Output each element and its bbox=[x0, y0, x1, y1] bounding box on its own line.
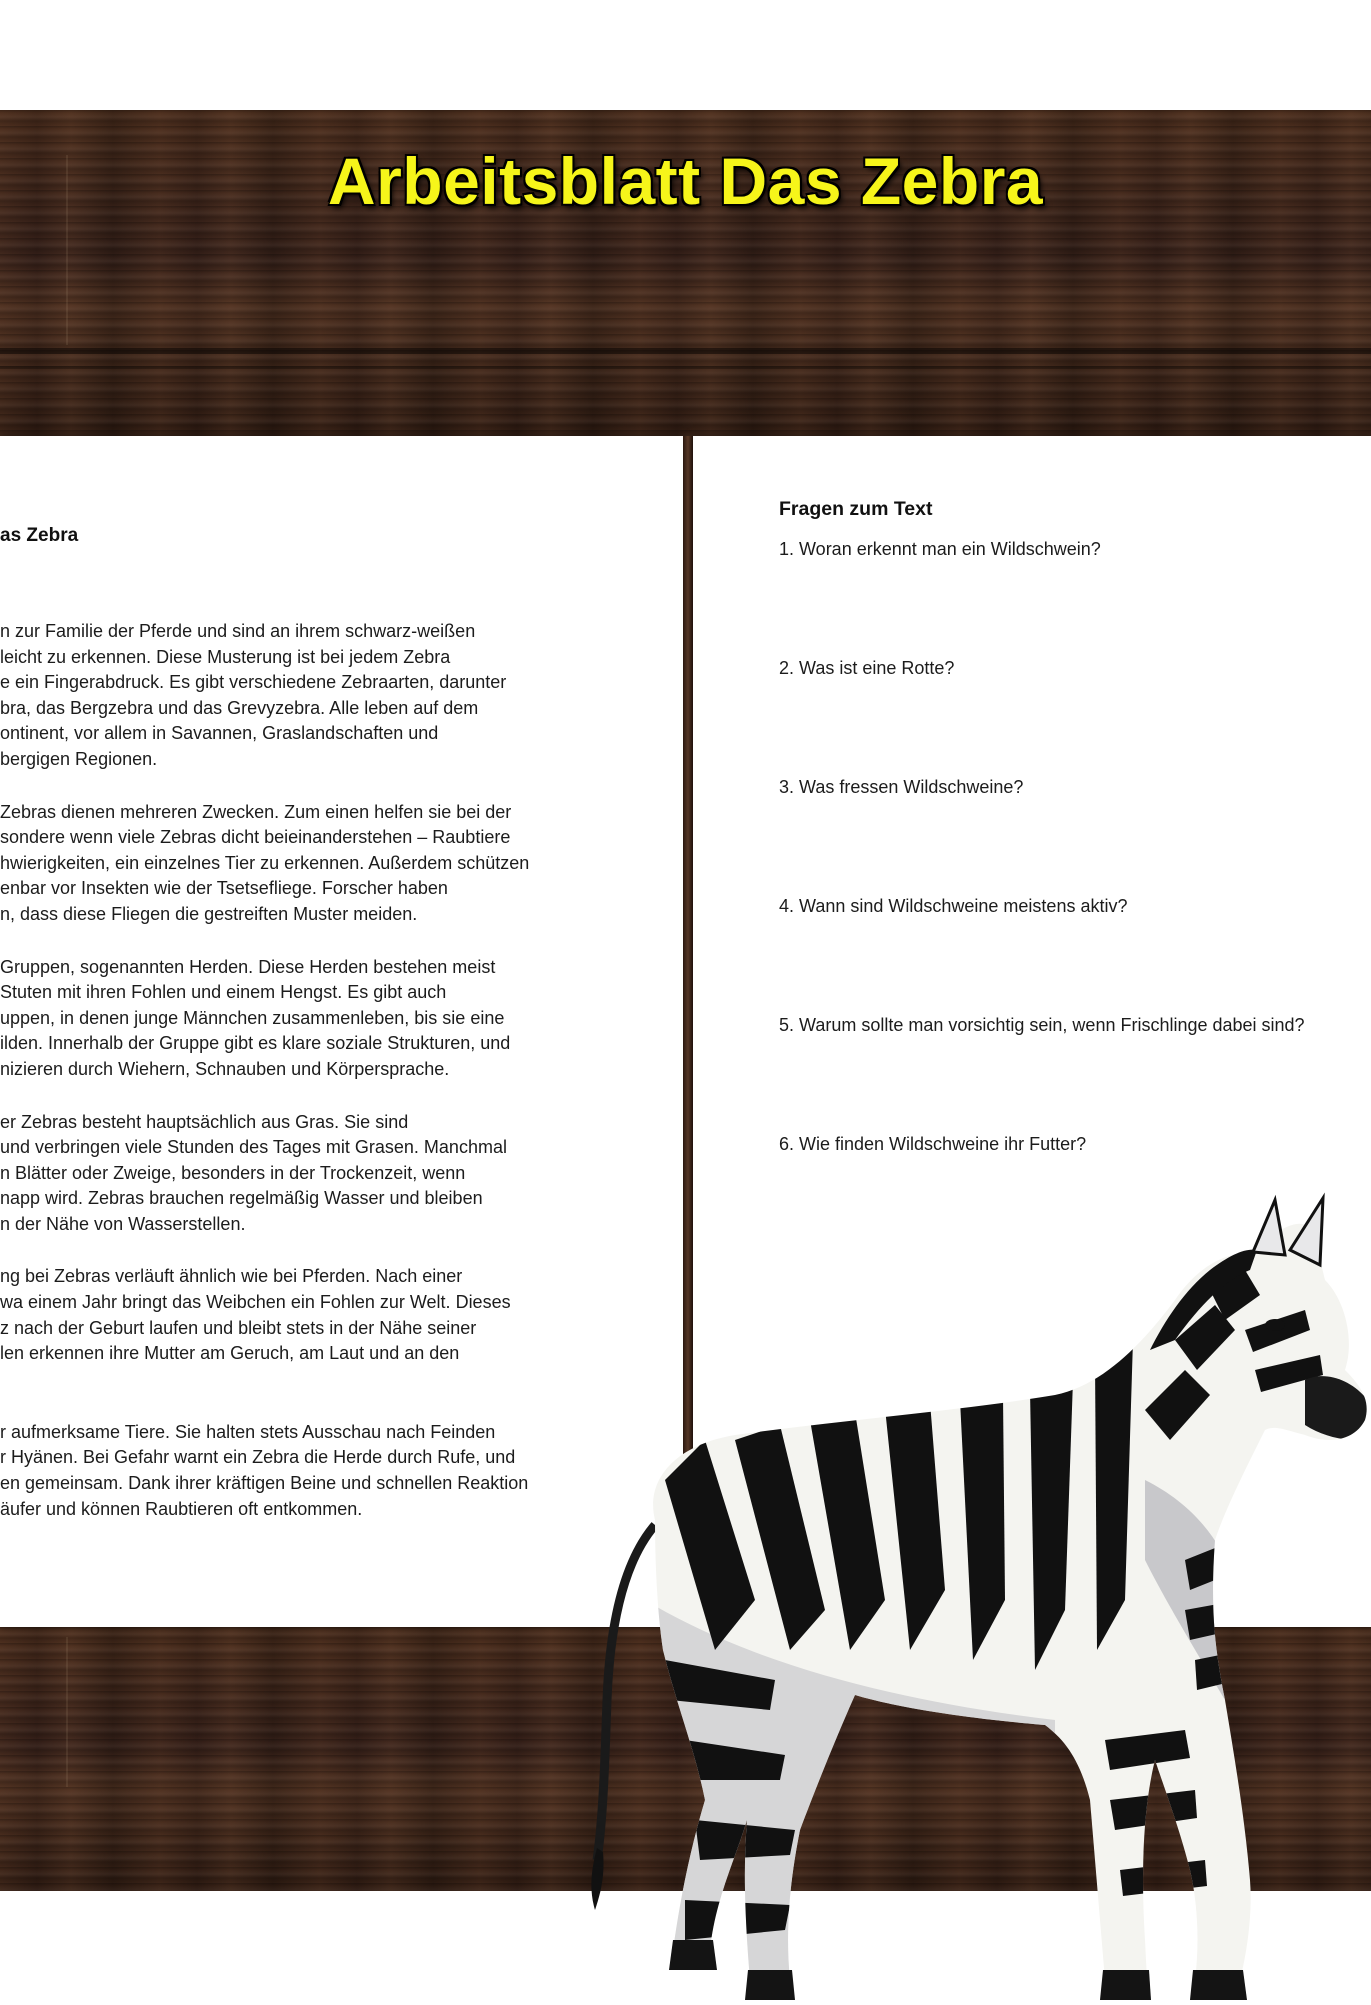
zebra-ear bbox=[1253, 1200, 1285, 1255]
text-paragraph: r aufmerksame Tiere. Sie halten stets Ausschau nach Feinden r Hyänen. Bei Gefahr warnt ein Zebra die Herde durch Rufe, und en gemeinsam. Dank ihrer kräftigen Beine und schnellen Reaktion äufer und können Raubtieren oft entkommen. bbox=[0, 1421, 529, 1519]
question-item: 5. Warum sollte man vorsichtig sein, wenn Frischlinge dabei sind? bbox=[779, 1015, 1305, 1035]
questions-heading: Fragen zum Text bbox=[779, 498, 933, 520]
board-seam bbox=[0, 348, 1371, 354]
text-paragraph: Zebras dienen mehreren Zwecken. Zum einen helfen sie bei der sondere wenn viele Zebras dicht beieinanderstehen – Raubtiere hwierigkeiten, ein einzelnes Tier zu erkennen. Außerdem schützen enbar vor Insekten wie der Tsetsefliege. Forscher haben n, dass diese Fliegen die gestreiften Muster meiden. bbox=[0, 801, 530, 924]
text-body bbox=[0, 619, 620, 1549]
question-item: 1. Woran erkennt man ein Wildschwein? bbox=[779, 539, 1101, 559]
question-item: 3. Was fressen Wildschweine? bbox=[779, 777, 1024, 797]
zebra-eye bbox=[1265, 1319, 1285, 1331]
zebra-icon bbox=[585, 1180, 1371, 2000]
question-item: 4. Wann sind Wildschweine meistens aktiv? bbox=[779, 896, 1128, 916]
question-item: 2. Was ist eine Rotte? bbox=[779, 658, 955, 678]
zebra-tail bbox=[597, 1525, 655, 1860]
text-paragraph: er Zebras besteht hauptsächlich aus Gras. Sie sind und verbringen viele Stunden des Tages mit Grasen. Manchmal n Blätter oder Zweige, besonders in der Trockenzeit, wenn napp wird. Zebras brauchen regelmäßig Wasser und bleiben n der Nähe von Wasserstellen. bbox=[0, 1111, 507, 1234]
question-item: 6. Wie finden Wildschweine ihr Futter? bbox=[779, 1134, 1087, 1154]
page-title: Arbeitsblatt Das Zebra bbox=[327, 144, 1044, 218]
zebra-body bbox=[585, 1180, 1371, 2000]
text-paragraph: Gruppen, sogenannten Herden. Diese Herden bestehen meist Stuten mit ihren Fohlen und einem Hengst. Es gibt auch uppen, in denen junge Männchen zusammenleben, bis sie eine ilden. Innerhalb der Gruppe gibt es klare soziale Strukturen, und nizieren durch Wiehern, Schnauben und Körpersprache. bbox=[0, 956, 511, 1079]
wood-grain-line bbox=[66, 1637, 68, 1787]
text-heading: as Zebra bbox=[0, 525, 79, 546]
zebra-illustration bbox=[585, 1180, 1371, 2000]
board-seam bbox=[0, 366, 1371, 369]
text-paragraph: ng bei Zebras verläuft ähnlich wie bei Pferden. Nach einer wa einem Jahr bringt das Weibchen ein Fohlen zur Welt. Dieses z nach der Geburt laufen und bleibt stets in der Nähe seiner len erkennen ihre Mutter am Geruch, am Laut und an den bbox=[0, 1266, 511, 1364]
text-paragraph: n zur Familie der Pferde und sind an ihrem schwarz-weißen leicht zu erkennen. Diese Musterung ist bei jedem Zebra e ein Fingerabdruck. Es gibt verschiedene Zebraarten, darunter bra, das Bergzebra und das Grevyzebra. Alle leben auf dem ontinent, vor allem in Savannen, Graslandschaften und bergigen Regionen. bbox=[0, 621, 507, 769]
